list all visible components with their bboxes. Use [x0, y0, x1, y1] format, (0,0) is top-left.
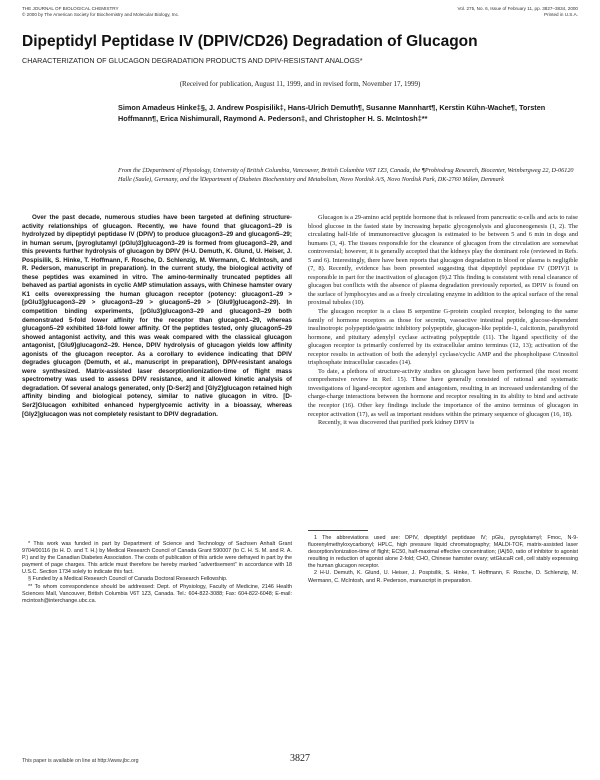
printed-line: Printed in U.S.A.	[544, 12, 578, 17]
body-paragraph: Glucagon is a 29-amino acid peptide hormone that is released from pancreatic α-cells and acts to raise blood glucose in the fasted state by increasing hepatic glycogenolysis and gluconeogenesis (1, 2). The circulating half-life of immunoreactive glucagon is estimated to be between 5 and 6 min in dogs and humans (3, 4). The tissues responsible for the clearance of glucagon from the circulation are somewhat controversial; however, it is generally accepted that the kidneys play the dominant role (reviewed in Refs. 5 and 6). Interestingly, there have been reports that glucagon degradation in blood or plasma is negligible (7, 8). Recently, evidence has been presented suggesting that dipeptidyl peptidase IV (DPIV)1 is responsible in part for the inactivation of glucagon (9).2 This finding is consistent with renal clearance of glucagon but conflicts with the absence of plasma degradation previously reported, as DPIV is found on the surface of lymphocytes and as a freely circulating enzyme in addition to the apical surface of the renal proximal tubules (10).	[308, 214, 578, 307]
running-header-left	[22, 6, 179, 18]
journal-name: THE JOURNAL OF BIOLOGICAL CHEMISTRY	[22, 6, 119, 11]
article-subtitle: CHARACTERIZATION OF GLUCAGON DEGRADATION PRODUCTS AND DPIV-RESISTANT ANALOGS*	[22, 56, 363, 65]
footnotes-right	[308, 535, 578, 585]
footnote-abbreviations: 1 The abbreviations used are: DPIV, dipeptidyl peptidase IV; pGlu, pyroglutamyl; Fmoc, N-9-fluorenylmethyloxycarbonyl; HPLC, high pressure liquid chromatography; MALDI-TOF, matrix-assisted laser desorption/ionization-time of flight; EC50, half-maximal effective concentration; (IA)50, ratio of inhibitor to agonist resulting in reduction of agonist alone 2-fold; CHO, Chinese hamster ovary; wtGlucaR cell, cell stably expressing the human glucagon receptor.	[308, 535, 578, 570]
abstract	[22, 214, 292, 419]
body-paragraph: The glucagon receptor is a class B serpentine G-protein coupled receptor, belonging to the same family of hormone receptors as those for secretin, vasoactive intestinal peptide, glucose-dependent insulinotropic polypeptide/gastric inhibitory polypeptide, glucagon-like peptide-1, calcitonin, parathyroid hormone, and pituitary adenylyl cyclase activating polypeptide (11). The ligand specificity of the glucagon receptor is primarily conferred by its extracellular amino terminus (12, 13); activation of the receptor results in activation of both the adenylyl cyclase/cyclic AMP and the phospholipase C/inositol trisphosphate intracellular cascades (14).	[308, 308, 578, 367]
volume-line: Vol. 275, No. 6, Issue of February 11, pp. 3827–3834, 2000	[457, 6, 578, 11]
body-paragraph: To date, a plethora of structure-activity studies on glucagon have been performed (the most recent comprehensive review in Ref. 15). These have generally consisted of rational and systematic investigations of ligand-receptor agonism and antagonism, resulting in an increased understanding of the charge-charge interactions between the hormone and receptor resulting in its ability to bind and activate the receptor (16). Other key findings include the importance of the amino terminus of glucagon in receptor activation (17), as well as important residues within the primary sequence of glucagon (16, 18).	[308, 367, 578, 418]
footnote-divider	[308, 530, 368, 531]
affiliations: From the ‡Department of Physiology, University of British Columbia, Vancouver, British Columbia V6T 1Z3, Canada, the ¶Probiodrug Research, Biocenter, Weinbergweg 22, D-06120 Halle (Saale), Germany, and the ‖Department of Diabetes Biochemistry and Metabolism, Novo Nordisk A/S, Novo Nordisk Park, DK-2760 Måløv, Denmark	[118, 167, 574, 183]
footnote-correspondence: ** To whom correspondence should be addressed: Dept. of Physiology, Faculty of Medicine, 2146 Health Sciences Mall, Vancouver, British Columbia V6T 1Z3, Canada. Tel.: 604-822-3088; Fax: 604-822-6048; E-mail: mcintosh@interchange.ubc.ca.	[22, 583, 292, 604]
article-title: Dipeptidyl Peptidase IV (DPIV/CD26) Degradation of Glucagon	[22, 33, 478, 50]
abstract-text: Over the past decade, numerous studies have been targeted at defining structure-activity relationships of glucagon. Recently, we have found that glucagon1–29 is hydrolyzed by dipeptidyl peptidase IV (DPIV) to produce glucagon3–29 and glucagon5–29; in human serum, [pyroglutamyl (pGlu)3]glucagon3–29 is formed from glucagon3–29, and this prevents further hydrolysis of glucagon by DPIV (H-U. Demuth, K. Glund, U. Heiser, J. Pospisilik, S. Hinke, T. Hoffmann, F. Rosche, D. Schlenzig, M. Wermann, C. McIntosh, and R. Pederson, manuscript in preparation). In the current study, the biological activity of these peptides was examined in vitro. The amino-terminally truncated peptides all behaved as partial agonists in cyclic AMP stimulation assays, with Chinese hamster ovary K1 cells overexpressing the human glucagon receptor (potency: glucagon1–29 > [pGlu3]glucagon3–29 > glucagon3–29 > glucagon5–29 > [Glu9]glucagon2–29). In competition binding experiments, [pGlu3]glucagon3–29 and glucagon3–29 both demonstrated 5-fold lower affinity for the receptor than glucagon1–29, whereas glucagon5–29 exhibited 18-fold lower affinity. Of the peptides tested, only glucagon5–29 showed antagonist activity, and this was weak compared with the classical glucagon antagonist, [Glu9]glucagon2–29. Hence, DPIV hydrolysis of glucagon yields low affinity agonists of the glucagon receptor. As a corollary to evidence indicating that DPIV degrades glucagon (Demuth, et al., manuscript in preparation), DPIV-resistant analogs were synthesized. Matrix-assisted laser desorption/ionization-time of flight mass spectrometry was used to assess DPIV resistance, and it allowed kinetic analysis of degradation. Of several analogs generated, only [D-Ser2] and [Gly2]glucagon retained high affinity binding and biological potency, similar to native glucagon in vitro. [D-Ser2]Glucagon exhibited enhanced hyperglycemic activity in a bioassay, whereas [Gly2]glucagon was not completely resistant to DPIV degradation.	[22, 214, 292, 418]
footnote-manuscript: 2 H-U. Demuth, K. Glund, U. Heiser, J. Pospisilik, S. Hinke, T. Hoffmann, F. Rosche, D. Schlenzig, M. Wermann, C. McIntosh, and R. Pederson, manuscript in preparation.	[308, 570, 578, 584]
body-paragraph: Recently, it was discovered that purified pork kidney DPIV is	[318, 419, 475, 427]
footnote-funding: * This work was funded in part by Department of Science and Technology of Sachsen Anhalt Grant 9704/00116 (to H. D. and T. H.) by Medical Research Council of Canada Grant 590007 (to C. H. S. M. and R. A. P.) and by the Canadian Diabetes Association. The costs of publication of this article were defrayed in part by the payment of page charges. This article must therefore be hereby marked “advertisement” in accordance with 18 U.S.C. Section 1734 solely to indicate this fact.	[22, 541, 292, 576]
footnotes-left	[22, 541, 292, 605]
body-text	[308, 214, 578, 428]
footnote-fellowship: § Funded by a Medical Research Council of Canada Doctoral Research Fellowship.	[28, 576, 228, 583]
running-header-right	[458, 6, 578, 18]
received-date: (Received for publication, August 11, 1999, and in revised form, November 17, 1999)	[179, 80, 421, 88]
page-number: 3827	[290, 753, 310, 764]
online-availability: This paper is available on line at http://www.jbc.org	[22, 758, 139, 764]
copyright-line: © 2000 by The American Society for Biochemistry and Molecular Biology, Inc.	[22, 12, 180, 17]
author-list: Simon Amadeus Hinke‡§, J. Andrew Pospisilik‡, Hans-Ulrich Demuth¶, Susanne Mannhart¶, Kerstin Kühn-Wache¶, Torsten Hoffmann¶, Erica Nishimura‖, Raymond A. Pederson‡, and Christopher H. S. McIntosh‡**	[118, 103, 546, 123]
